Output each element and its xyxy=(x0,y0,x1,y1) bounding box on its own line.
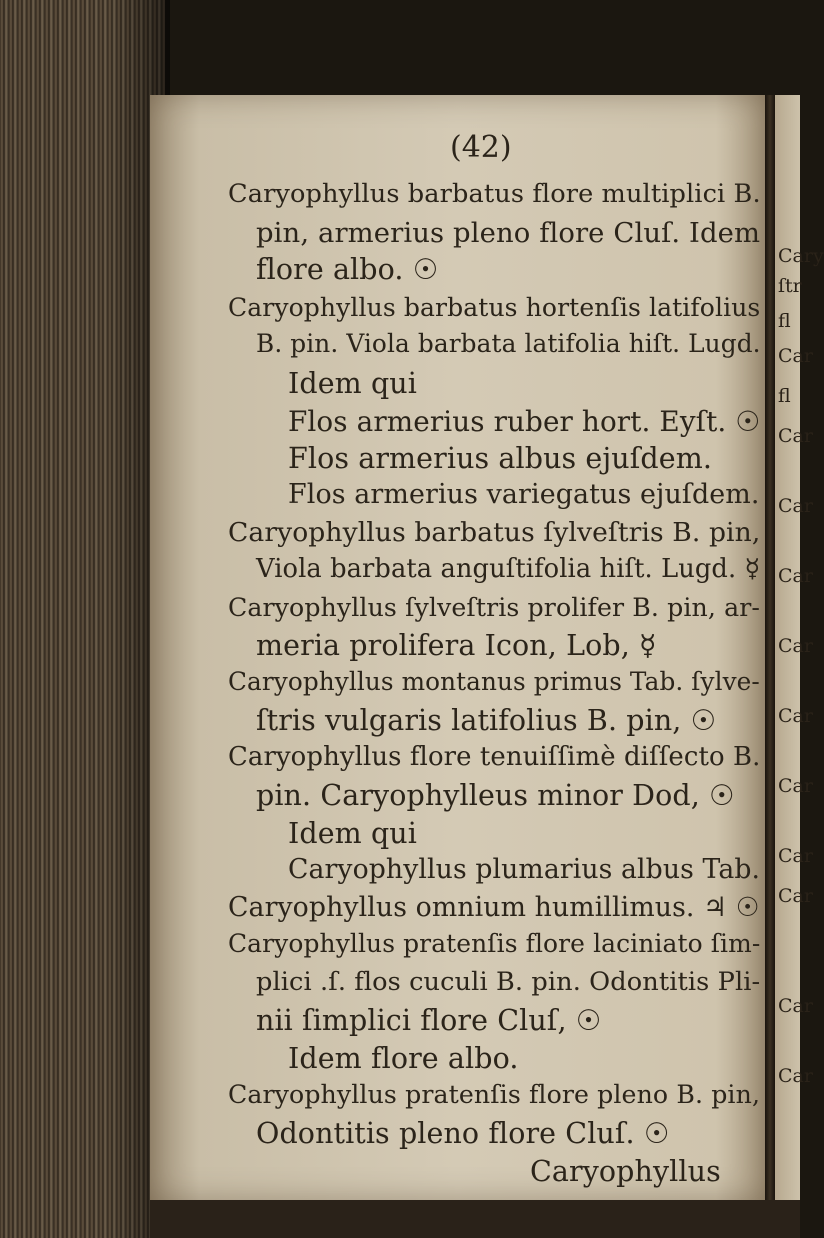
margin-fragment: Car xyxy=(778,495,813,517)
margin-fragment: Car xyxy=(778,775,813,797)
margin-fragment: Car xyxy=(778,425,813,447)
margin-fragment: Car xyxy=(778,845,813,867)
text-line: Flos armerius ruber hort. Eyſt. ☉ xyxy=(288,405,761,438)
margin-fragment: Car xyxy=(778,565,813,587)
text-line: Caryophyllus ſylveſtris prolifer B. pin, ar- xyxy=(228,593,761,622)
text-line: Idem qui xyxy=(288,817,417,850)
margin-fragment: Car xyxy=(778,705,813,727)
text-line: Flos armerius albus ejuſdem. xyxy=(288,442,713,475)
text-line: Flos armerius variegatus ejuſdem. xyxy=(288,479,760,510)
text-line: pin. Caryophylleus minor Dod, ☉ xyxy=(256,779,735,812)
text-line: Odontitis pleno flore Cluſ. ☉ xyxy=(256,1117,670,1150)
text-line: Caryophyllus flore tenuiſſimè diſſecto B. xyxy=(228,742,761,772)
margin-fragment: Car xyxy=(778,1065,813,1087)
text-line: Caryophyllus xyxy=(530,1155,721,1188)
margin-fragment: Cary xyxy=(778,245,824,267)
text-line: Idem qui xyxy=(288,367,417,400)
margin-fragment: Car xyxy=(778,345,813,367)
text-line: Caryophyllus pratenſis flore pleno B. pin, xyxy=(228,1080,761,1109)
margin-fragment: fl xyxy=(778,385,791,407)
text-line: Idem flore albo. xyxy=(288,1042,519,1075)
text-line: ſtris vulgaris latifolius B. pin, ☉ xyxy=(256,704,717,737)
text-line: Caryophyllus barbatus hortenſis latifolius xyxy=(228,293,761,322)
text-line: pin, armerius pleno flore Cluſ. Idem xyxy=(256,218,761,249)
margin-fragment: Car xyxy=(778,995,813,1017)
text-line: meria prolifera Icon, Lob, ☿ xyxy=(256,629,657,662)
text-line: Viola barbata anguſtifolia hiſt. Lugd. ☿ xyxy=(256,554,761,584)
text-line: Caryophyllus plumarius albus Tab. xyxy=(288,854,761,885)
text-line: Caryophyllus barbatus ſylveſtris B. pin, xyxy=(228,517,761,548)
margin-fragment: Car xyxy=(778,885,813,907)
page-number: (42) xyxy=(450,130,512,165)
text-line: nii ſimplici flore Cluſ, ☉ xyxy=(256,1004,602,1037)
margin-fragment: Car xyxy=(778,635,813,657)
text-line: Caryophyllus pratenſis flore laciniato ſim- xyxy=(228,929,761,958)
text-line: Caryophyllus omnium humillimus. ♃ ☉ xyxy=(228,892,760,923)
text-line: flore albo. ☉ xyxy=(256,253,439,286)
text-line: B. pin. Viola barbata latifolia hiſt. Lugd. xyxy=(256,329,761,358)
margin-fragment: ſtr xyxy=(778,275,802,297)
text-line: Caryophyllus barbatus flore multiplici B. xyxy=(228,179,761,209)
margin-fragment: fl xyxy=(778,310,791,332)
text-line: plici .ſ. flos cuculi B. pin. Odontitis Pli- xyxy=(256,967,761,997)
text-line: Caryophyllus montanus primus Tab. ſylve- xyxy=(228,667,760,696)
